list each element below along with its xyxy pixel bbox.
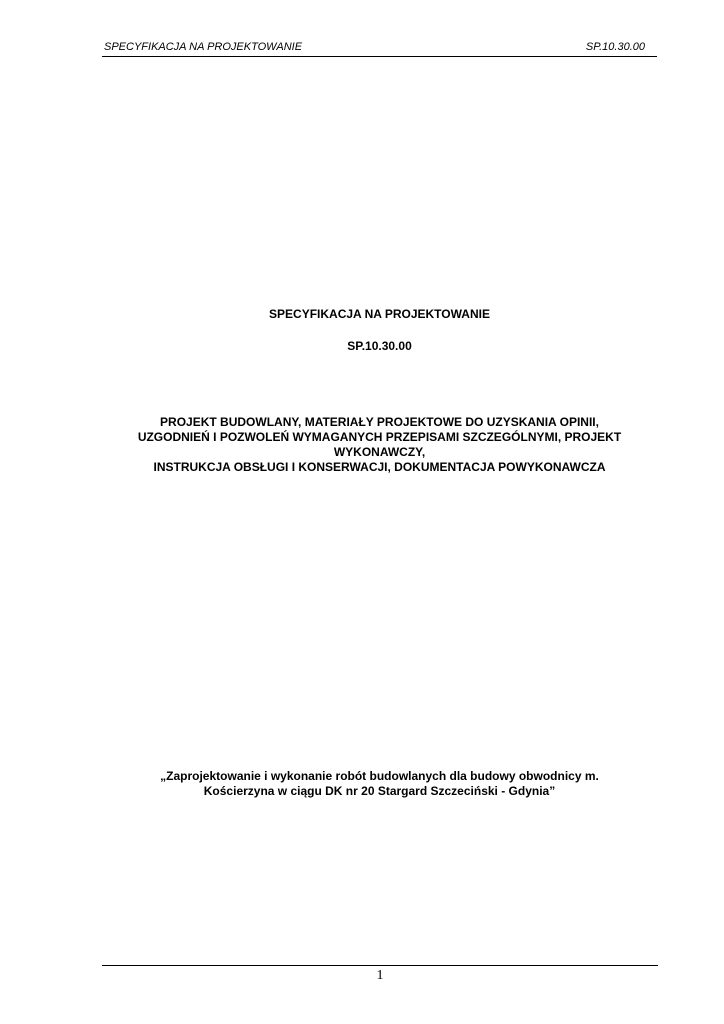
project-title-line: „Zaprojektowanie i wykonanie robót budowlanych dla budowy obwodnicy m. — [160, 769, 599, 783]
page-header — [102, 40, 657, 57]
main-title — [102, 415, 657, 475]
main-title-line: WYKONAWCZY, — [333, 445, 426, 459]
spec-code: SP.10.30.00 — [347, 339, 412, 353]
page-number: 1 — [376, 968, 384, 983]
spec-title: SPECYFIKACJA NA PROJEKTOWANIE — [269, 307, 490, 321]
project-title — [102, 769, 657, 799]
main-title-line: INSTRUKCJA OBSŁUGI I KONSERWACJI, DOKUMENTACJA POWYKONAWCZA — [153, 460, 606, 474]
page-footer — [102, 965, 658, 983]
header-document-title: SPECYFIKACJA NA PROJEKTOWANIE — [104, 41, 303, 53]
header-spec-code: SP.10.30.00 — [585, 41, 645, 53]
main-title-line: PROJEKT BUDOWLANY, MATERIAŁY PROJEKTOWE DO UZYSKANIA OPINII, — [160, 415, 599, 429]
main-title-line: UZGODNIEŃ I POZWOLEŃ WYMAGANYCH PRZEPISAMI SZCZEGÓLNYMI, PROJEKT — [137, 430, 622, 444]
project-title-line: Kościerzyna w ciągu DK nr 20 Stargard Szczeciński - Gdynia” — [203, 784, 556, 798]
